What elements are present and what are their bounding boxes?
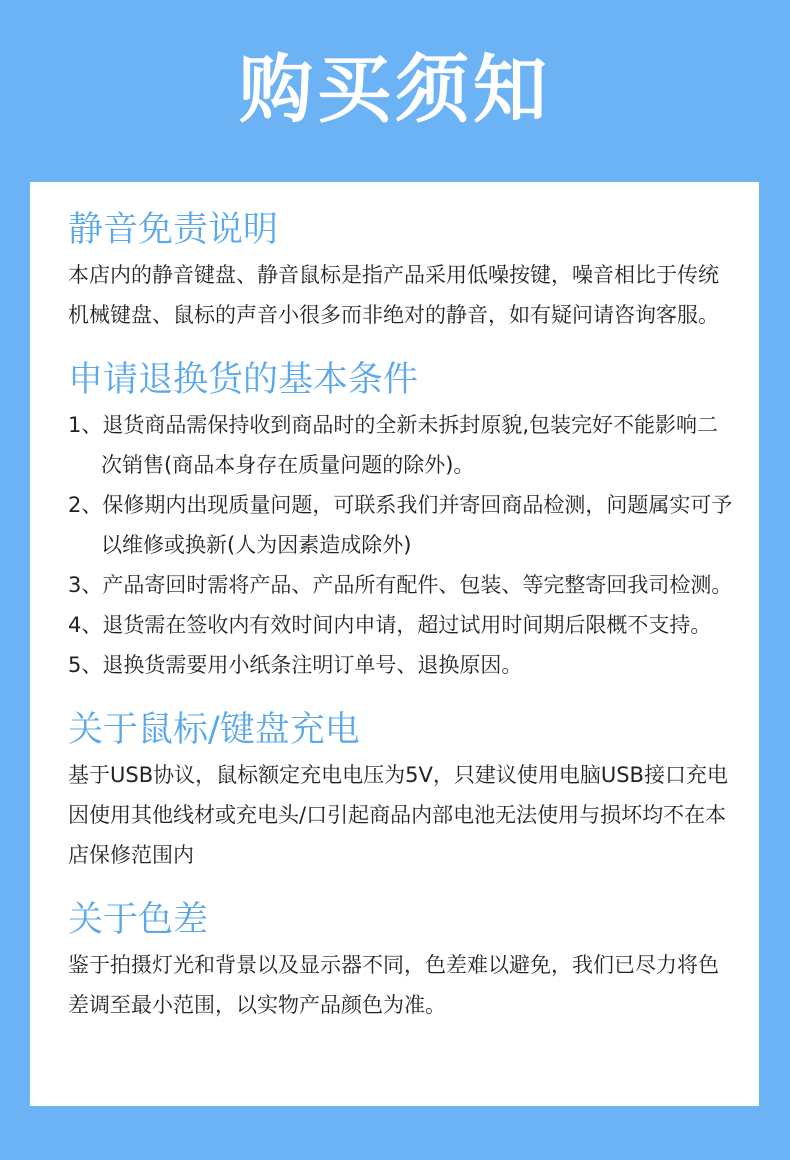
list-item: 2、保修期内出现质量问题，可联系我们并寄回商品检测，问题属实可予以维修或换新(人为因素造成除外) <box>68 493 733 557</box>
section-heading: 关于鼠标/键盘充电 <box>68 710 360 750</box>
list-item: 1、退货商品需保持收到商品时的全新未拆封原貌,包装完好不能影响二次销售(商品本身存在质量问题的除外)。 <box>68 413 719 477</box>
section-silent-disclaimer <box>68 207 737 335</box>
section-body: 鉴于拍摄灯光和背景以及显示器不同，色差难以避免，我们已尽力将色差调至最小范围，以实物产品颜色为准。 <box>68 953 719 1017</box>
section-color-difference <box>68 897 737 1025</box>
section-return-conditions <box>68 357 737 685</box>
list-item: 5、退换货需要用小纸条注明订单号、退换原因。 <box>68 653 523 677</box>
section-heading: 关于色差 <box>68 900 209 940</box>
section-body: 基于USB协议，鼠标额定充电电压为5V，只建议使用电脑USB接口充电因使用其他线材或充电头/口引起商品内部电池无法使用与损坏均不在本店保修范围内 <box>68 763 728 867</box>
section-heading: 静音免责说明 <box>68 210 279 250</box>
section-body: 本店内的静音键盘、静音鼠标是指产品采用低噪按键，噪音相比于传统机械键盘、鼠标的声音小很多而非绝对的静音，如有疑问请咨询客服。 <box>68 263 719 327</box>
list-item: 3、产品寄回时需将产品、产品所有配件、包装、等完整寄回我司检测。 <box>68 573 733 597</box>
notice-panel <box>30 182 759 1106</box>
section-charging <box>68 707 737 875</box>
page-title: 购买须知 <box>239 47 551 133</box>
conditions-list <box>68 405 737 685</box>
list-item: 4、退货需在签收内有效时间内申请，超过试用时间期后限概不支持。 <box>68 613 712 637</box>
section-heading: 申请退换货的基本条件 <box>68 360 419 400</box>
